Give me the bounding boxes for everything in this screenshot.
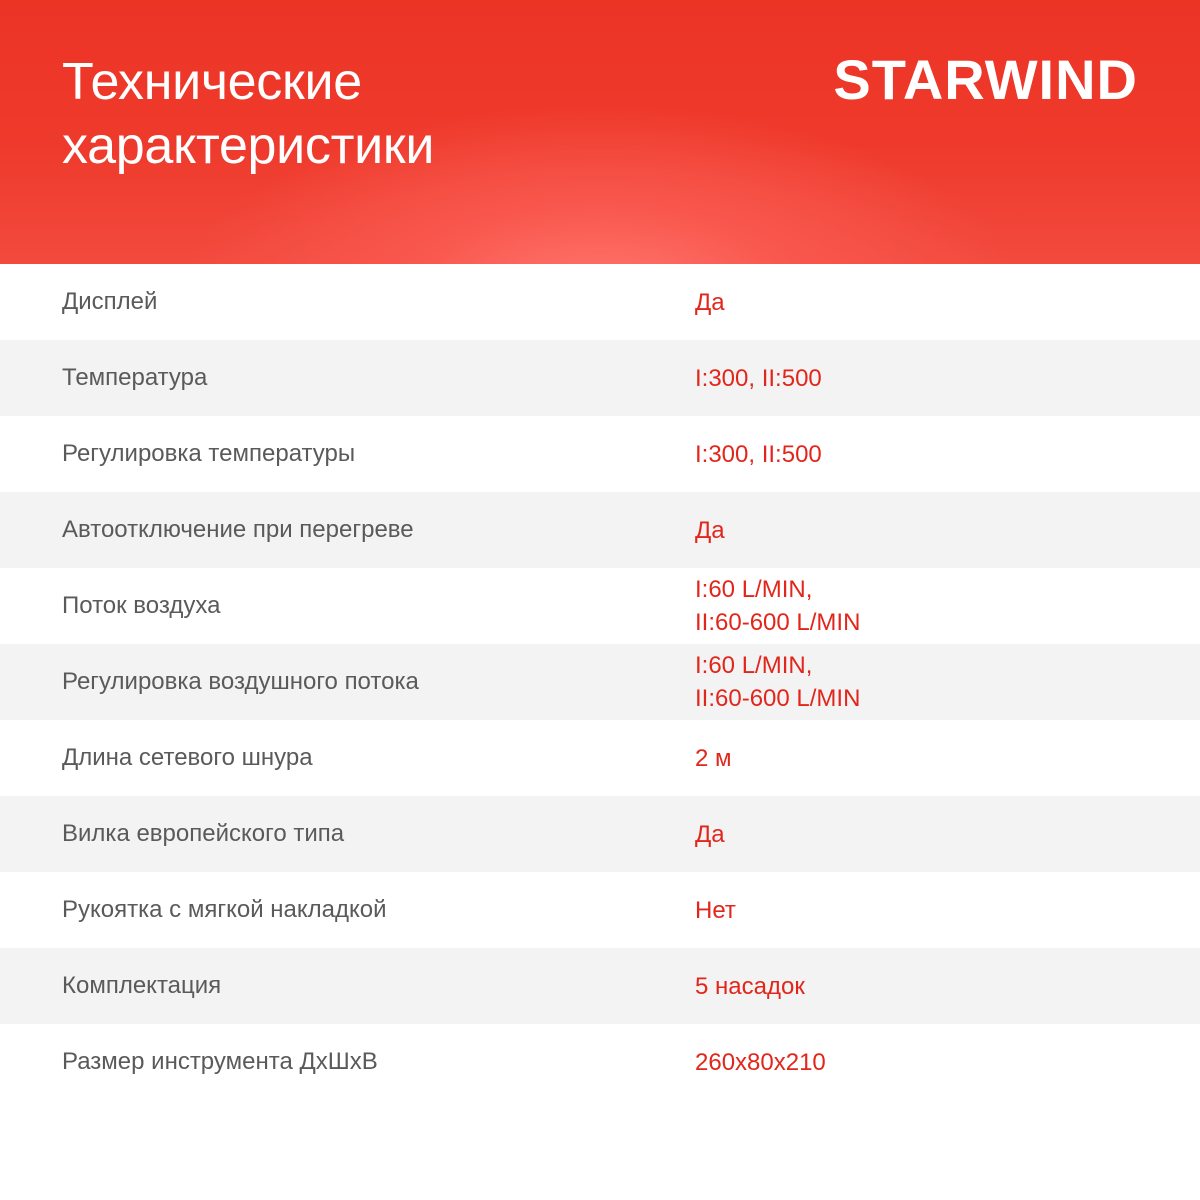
spec-value-line: I:300, II:500 (695, 364, 822, 392)
spec-row (0, 948, 1200, 1024)
spec-label: Комплектация (62, 972, 222, 999)
spec-value-line: II:60-600 L/MIN (695, 609, 861, 636)
spec-row (0, 492, 1200, 568)
brand-logo: STARWIND (833, 48, 1138, 111)
spec-label: Регулировка воздушного потока (62, 668, 419, 695)
spec-value-line: I:60 L/MIN, (695, 576, 813, 603)
spec-row (0, 796, 1200, 872)
spec-value (695, 568, 860, 644)
spec-label: Размер инструмента ДхШхВ (62, 1048, 378, 1075)
spec-row (0, 264, 1200, 340)
spec-value-line: II:60-600 L/MIN (695, 685, 861, 712)
spec-value (695, 264, 725, 340)
spec-value-line: Нет (695, 896, 736, 924)
page-title-line-1: Технические (62, 53, 362, 111)
spec-value-line: 2 м (695, 744, 732, 772)
header-banner (0, 0, 1200, 264)
spec-row (0, 568, 1200, 644)
spec-value-line: Да (695, 516, 725, 544)
spec-row (0, 340, 1200, 416)
spec-table (0, 264, 1200, 1100)
spec-row (0, 1024, 1200, 1100)
spec-label: Температура (62, 364, 208, 391)
spec-label: Автоотключение при перегреве (62, 516, 414, 543)
spec-value-line: I:60 L/MIN, (695, 652, 813, 679)
spec-row (0, 644, 1200, 720)
spec-value-line: Да (695, 288, 725, 316)
spec-label: Дисплей (62, 288, 158, 315)
spec-value (695, 720, 732, 796)
spec-label: Рукоятка с мягкой накладкой (62, 896, 387, 923)
page-title-line-2: характеристики (62, 117, 435, 175)
spec-row (0, 720, 1200, 796)
spec-value (695, 492, 725, 568)
spec-value (695, 872, 736, 948)
spec-label: Регулировка температуры (62, 440, 356, 467)
spec-label: Поток воздуха (62, 592, 221, 619)
spec-value (695, 1024, 826, 1100)
spec-value-line: 5 насадок (695, 972, 805, 1000)
spec-value (695, 644, 860, 720)
spec-value (695, 796, 725, 872)
page-title (62, 50, 434, 178)
spec-value (695, 948, 805, 1024)
spec-label: Длина сетевого шнура (62, 744, 313, 771)
spec-value (695, 340, 822, 416)
spec-row (0, 872, 1200, 948)
spec-value-line: Да (695, 820, 725, 848)
spec-label: Вилка европейского типа (62, 820, 345, 847)
spec-value-line: I:300, II:500 (695, 440, 822, 468)
spec-value-line: 260x80x210 (695, 1048, 826, 1076)
spec-row (0, 416, 1200, 492)
spec-value (695, 416, 822, 492)
